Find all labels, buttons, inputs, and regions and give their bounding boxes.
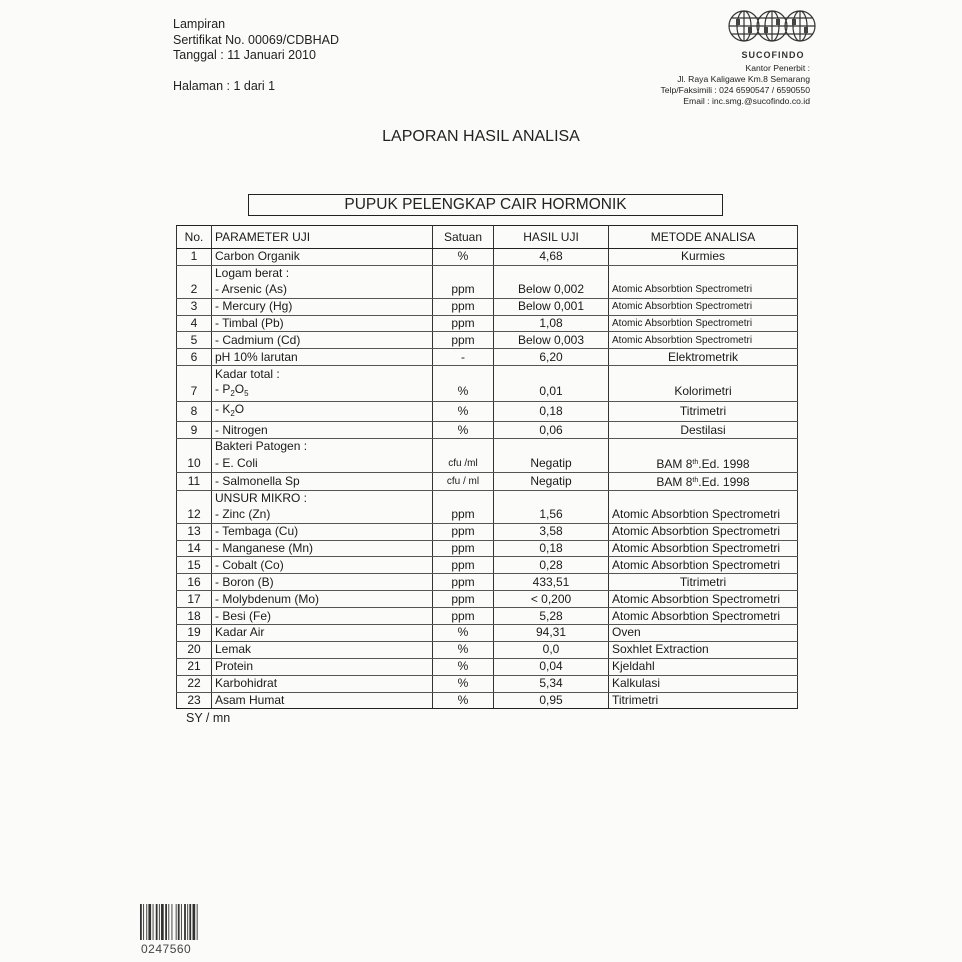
cell-parameter: - Salmonella Sp	[212, 472, 433, 490]
table-group-row	[177, 490, 798, 506]
cell-parameter: Protein	[212, 658, 433, 675]
cell-no: 3	[177, 298, 212, 315]
table-row	[177, 641, 798, 658]
cell-unit: cfu / ml	[433, 472, 494, 490]
table-row	[177, 332, 798, 349]
cell-parameter: - $P_2O_5$	[212, 382, 433, 402]
barcode-bar	[156, 904, 158, 940]
cell-parameter: - Manganese (Mn)	[212, 540, 433, 557]
barcode-bar	[189, 904, 191, 940]
cell-unit: %	[433, 249, 494, 266]
cell-result: 0,95	[494, 692, 609, 709]
cell-result: 0,18	[494, 540, 609, 557]
barcode-bar	[181, 904, 182, 940]
cell-parameter: Bakteri Patogen :	[212, 439, 433, 455]
cell-method: Atomic Absorbtion Spectrometri	[609, 282, 798, 298]
cell-unit: %	[433, 382, 494, 402]
cell-parameter: Asam Humat	[212, 692, 433, 709]
cell-no	[177, 490, 212, 506]
cell-unit: ppm	[433, 332, 494, 349]
cell-method: Soxhlet Extraction	[609, 641, 798, 658]
barcode-bar	[146, 904, 147, 940]
cell-result: 0,01	[494, 382, 609, 402]
cell-unit: ppm	[433, 557, 494, 574]
cell-method: Kalkulasi	[609, 675, 798, 692]
table-group-row	[177, 265, 798, 281]
table-row	[177, 298, 798, 315]
barcode-number: 0247560	[141, 942, 192, 956]
cell-unit	[433, 265, 494, 281]
cell-unit: ppm	[433, 282, 494, 298]
cell-method: Atomic Absorbtion Spectrometri	[609, 591, 798, 608]
cell-method	[609, 366, 798, 382]
cell-method: BAM 8th.Ed. 1998	[609, 472, 798, 490]
cell-no: 21	[177, 658, 212, 675]
cell-result	[494, 490, 609, 506]
cell-unit: %	[433, 625, 494, 642]
initials: SY / mn	[186, 711, 231, 725]
cell-parameter: - Cobalt (Co)	[212, 557, 433, 574]
table-row	[177, 608, 798, 625]
cell-no: 15	[177, 557, 212, 574]
table-row	[177, 540, 798, 557]
cell-method	[609, 439, 798, 455]
header-unit: Satuan	[433, 226, 494, 249]
cell-parameter: - Timbal (Pb)	[212, 315, 433, 332]
cell-parameter: - Molybdenum (Mo)	[212, 591, 433, 608]
cell-result: Below 0,002	[494, 282, 609, 298]
cell-unit: ppm	[433, 540, 494, 557]
cell-no: 18	[177, 608, 212, 625]
table-group-row	[177, 366, 798, 382]
cell-result: 433,51	[494, 574, 609, 591]
cell-no: 12	[177, 507, 212, 523]
cell-parameter: UNSUR MIKRO :	[212, 490, 433, 506]
cell-method: Kurmies	[609, 249, 798, 266]
certificate-header	[173, 17, 339, 64]
certificate-date: Tanggal : 11 Januari 2010	[173, 48, 316, 62]
cell-result: 0,18	[494, 402, 609, 422]
report-title: LAPORAN HASIL ANALISA	[382, 128, 580, 145]
table-row	[177, 422, 798, 439]
office-address: Jl. Raya Kaligawe Km.8 Semarang	[677, 74, 810, 84]
cell-no: 17	[177, 591, 212, 608]
cell-no: 22	[177, 675, 212, 692]
table-row	[177, 282, 798, 298]
cell-parameter: - Boron (B)	[212, 574, 433, 591]
cell-method: Atomic Absorbtion Spectrometri	[609, 298, 798, 315]
cell-no: 13	[177, 523, 212, 540]
barcode-bar	[176, 904, 177, 940]
cell-method: Elektrometrik	[609, 349, 798, 366]
cell-method	[609, 265, 798, 281]
cell-result: 94,31	[494, 625, 609, 642]
table-row	[177, 472, 798, 490]
cell-no: 7	[177, 382, 212, 402]
cell-unit: ppm	[433, 298, 494, 315]
cell-no: 20	[177, 641, 212, 658]
cell-method: Oven	[609, 625, 798, 642]
table-row	[177, 591, 798, 608]
cell-no: 4	[177, 315, 212, 332]
cell-method	[609, 490, 798, 506]
results-table	[176, 225, 798, 709]
cell-parameter: - Zinc (Zn)	[212, 507, 433, 523]
cell-no: 10	[177, 455, 212, 473]
cell-unit: ppm	[433, 574, 494, 591]
table-row	[177, 315, 798, 332]
cell-no	[177, 366, 212, 382]
cell-method: Atomic Absorbtion Spectrometri	[609, 557, 798, 574]
barcode-bar	[178, 904, 180, 940]
cell-method: Atomic Absorbtion Spectrometri	[609, 540, 798, 557]
office-email: Email : inc.smg.@sucofindo.co.id	[683, 96, 810, 106]
header-parameter: PARAMETER UJI	[212, 226, 433, 249]
cell-result: Below 0,001	[494, 298, 609, 315]
cell-no: 8	[177, 402, 212, 422]
table-row	[177, 692, 798, 709]
cell-no: 2	[177, 282, 212, 298]
cell-parameter: - Besi (Fe)	[212, 608, 433, 625]
cell-unit: ppm	[433, 523, 494, 540]
cell-unit: %	[433, 675, 494, 692]
cell-unit: %	[433, 692, 494, 709]
table-row	[177, 455, 798, 473]
table-group-row	[177, 439, 798, 455]
attachment-label: Lampiran	[173, 17, 226, 31]
office-label: Kantor Penerbit :	[745, 63, 810, 73]
cell-unit: -	[433, 349, 494, 366]
cell-no: 16	[177, 574, 212, 591]
issuing-office	[660, 63, 810, 107]
cell-unit: %	[433, 402, 494, 422]
table-row	[177, 382, 798, 402]
cell-result: Negatip	[494, 455, 609, 473]
cell-parameter: - E. Coli	[212, 455, 433, 473]
cell-no: 9	[177, 422, 212, 439]
cell-result: 5,34	[494, 675, 609, 692]
page-indicator: Halaman : 1 dari 1	[173, 79, 276, 93]
cell-unit	[433, 439, 494, 455]
cell-no: 11	[177, 472, 212, 490]
cell-no: 19	[177, 625, 212, 642]
cell-result: 0,04	[494, 658, 609, 675]
cell-unit: ppm	[433, 608, 494, 625]
table-row	[177, 249, 798, 266]
cell-result: 1,56	[494, 507, 609, 523]
barcode-bar	[184, 904, 186, 940]
cell-result: < 0,200	[494, 591, 609, 608]
cell-unit: %	[433, 422, 494, 439]
cell-unit: cfu /ml	[433, 455, 494, 473]
barcode-bar	[165, 904, 167, 940]
barcode-bar	[143, 904, 144, 940]
cell-result: 0,28	[494, 557, 609, 574]
cell-result	[494, 439, 609, 455]
barcode-bar	[148, 904, 151, 940]
cell-unit: ppm	[433, 507, 494, 523]
cell-parameter: - Tembaga (Cu)	[212, 523, 433, 540]
cell-parameter: - Nitrogen	[212, 422, 433, 439]
cell-parameter: Kadar Air	[212, 625, 433, 642]
barcode-bar	[140, 904, 142, 940]
cell-result: 0,06	[494, 422, 609, 439]
cell-method: Titrimetri	[609, 574, 798, 591]
table-row	[177, 349, 798, 366]
cell-method: Atomic Absorbtion Spectrometri	[609, 523, 798, 540]
cell-result	[494, 366, 609, 382]
cell-parameter: Logam berat :	[212, 265, 433, 281]
cell-result: 0,0	[494, 641, 609, 658]
cell-method: Atomic Absorbtion Spectrometri	[609, 507, 798, 523]
cell-result: Below 0,003	[494, 332, 609, 349]
barcode-bar	[172, 904, 173, 940]
cell-unit: ppm	[433, 591, 494, 608]
cell-parameter: Lemak	[212, 641, 433, 658]
cell-no: 1	[177, 249, 212, 266]
cell-unit: %	[433, 641, 494, 658]
barcode-bar	[159, 904, 160, 940]
barcode-bar	[197, 904, 198, 940]
barcode-bar	[193, 904, 196, 940]
cell-method: Kolorimetri	[609, 382, 798, 402]
cell-result: 4,68	[494, 249, 609, 266]
cell-no: 23	[177, 692, 212, 709]
certificate-number: Sertifikat No. 00069/CDBHAD	[173, 32, 340, 47]
cell-unit: ppm	[433, 315, 494, 332]
cell-method: Atomic Absorbtion Spectrometri	[609, 332, 798, 349]
cell-unit: %	[433, 658, 494, 675]
cell-result: 3,58	[494, 523, 609, 540]
cell-no: 6	[177, 349, 212, 366]
cell-method: Titrimetri	[609, 692, 798, 709]
cell-unit	[433, 490, 494, 506]
cell-method: BAM 8th.Ed. 1998	[609, 455, 798, 473]
header-no: No.	[177, 226, 212, 249]
cell-result: 6,20	[494, 349, 609, 366]
header-method: METODE ANALISA	[609, 226, 798, 249]
cell-method: Titrimetri	[609, 402, 798, 422]
cell-parameter: Carbon Organik	[212, 249, 433, 266]
table-row	[177, 557, 798, 574]
cell-method: Atomic Absorbtion Spectrometri	[609, 608, 798, 625]
table-row	[177, 507, 798, 523]
barcode-bar	[161, 904, 164, 940]
cell-unit	[433, 366, 494, 382]
cell-method: Kjeldahl	[609, 658, 798, 675]
table-row	[177, 658, 798, 675]
header-result: HASIL UJI	[494, 226, 609, 249]
cell-method: Destilasi	[609, 422, 798, 439]
table-header-row	[177, 226, 798, 249]
cell-parameter: - Mercury (Hg)	[212, 298, 433, 315]
brand-name: SUCOFINDO	[741, 50, 805, 60]
cell-parameter: - $K_2O$	[212, 402, 433, 422]
table-row	[177, 675, 798, 692]
table-row	[177, 625, 798, 642]
globe-logo-icon	[727, 6, 817, 54]
product-name: PUPUK PELENGKAP CAIR HORMONIK	[248, 194, 723, 216]
cell-parameter: Karbohidrat	[212, 675, 433, 692]
barcode-icon	[140, 904, 210, 940]
cell-parameter: - Arsenic (As)	[212, 282, 433, 298]
cell-parameter: Kadar total :	[212, 366, 433, 382]
cell-no	[177, 439, 212, 455]
office-phone: Telp/Faksimili : 024 6590547 / 6590550	[660, 85, 810, 95]
cell-no: 5	[177, 332, 212, 349]
cell-method: Atomic Absorbtion Spectrometri	[609, 315, 798, 332]
table-row	[177, 523, 798, 540]
cell-result: 5,28	[494, 608, 609, 625]
cell-no	[177, 265, 212, 281]
table-row	[177, 574, 798, 591]
cell-result: 1,08	[494, 315, 609, 332]
table-row	[177, 402, 798, 422]
cell-parameter: pH 10% larutan	[212, 349, 433, 366]
cell-no: 14	[177, 540, 212, 557]
barcode-bar	[168, 904, 169, 940]
barcode-bar	[187, 904, 188, 940]
cell-result	[494, 265, 609, 281]
cell-parameter: - Cadmium (Cd)	[212, 332, 433, 349]
cell-result: Negatip	[494, 472, 609, 490]
barcode-bar	[153, 904, 154, 940]
